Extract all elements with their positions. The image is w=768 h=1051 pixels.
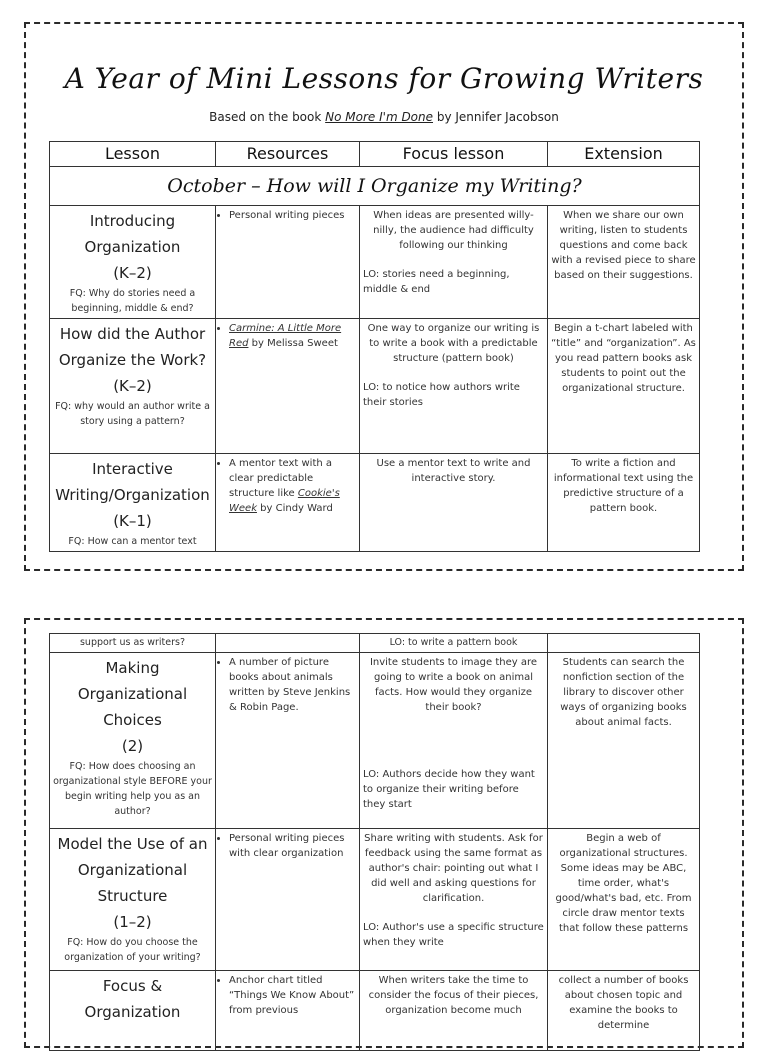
learning-objective: LO: to notice how authors write their stories — [363, 382, 520, 408]
resource-item: • Personal writing pieces with clear organization — [229, 831, 356, 861]
lesson-name: Focus & Organization — [84, 977, 181, 1021]
lesson-table-page-2 — [49, 633, 700, 1051]
lesson-cell — [50, 829, 216, 971]
learning-objective: LO: Author's use a specific structure when they write — [363, 922, 544, 948]
document-subtitle — [26, 110, 742, 124]
table-row — [50, 319, 700, 454]
focus-cell — [360, 206, 548, 319]
lesson-name: Model the Use of an Organizational Structure — [57, 835, 208, 905]
resources-cell — [216, 454, 360, 552]
resource-item: • A number of picture books about animals written by Steve Jenkins & Robin Page. — [229, 655, 356, 715]
focus-cell — [360, 454, 548, 552]
lesson-cell — [50, 971, 216, 1051]
resources-cell — [216, 653, 360, 829]
lesson-grade: (K–2) — [113, 377, 152, 395]
subtitle-book-title: No More I'm Done — [325, 110, 434, 124]
focus-cell — [360, 319, 548, 454]
lesson-name: Introducing Organization — [84, 212, 181, 256]
focus-question: FQ: why would an author write a story using a pattern? — [55, 401, 210, 427]
lesson-grade: (K–1) — [113, 512, 152, 530]
focus-question: FQ: Why do stories need a beginning, middle & end? — [69, 288, 196, 314]
table-row — [50, 206, 700, 319]
lesson-cell — [50, 653, 216, 829]
continued-lesson: support us as writers? — [50, 634, 216, 653]
subtitle-prefix: Based on the book — [209, 110, 326, 124]
extension-cell: Students can search the nonfiction section of the library to discover other ways of organizing books about animal facts. — [548, 653, 700, 829]
extension-cell: Begin a web of organizational structures. Some ideas may be ABC, time order, what's good/what's bad, etc. From circle draw mentor texts that follow these patterns — [548, 829, 700, 971]
document-page-2 — [24, 618, 744, 1048]
table-row — [50, 971, 700, 1051]
header-extension: Extension — [548, 142, 700, 167]
header-resources: Resources — [216, 142, 360, 167]
resource-book-title: Cookie's Week — [229, 488, 340, 514]
focus-question: FQ: How do you choose the organization of your writing? — [64, 937, 201, 963]
focus-text: Invite students to image they are going to write a book on animal facts. How would they organize their book? — [369, 657, 538, 713]
continued-extension — [548, 634, 700, 653]
lesson-name: Making Organizational Choices — [77, 659, 188, 729]
continued-row — [50, 634, 700, 653]
lesson-cell — [50, 319, 216, 454]
focus-cell — [360, 653, 548, 829]
resource-text: A mentor text with a clear predictable structure like — [229, 458, 333, 499]
focus-cell — [360, 971, 548, 1051]
header-lesson: Lesson — [50, 142, 216, 167]
resource-item: • Anchor chart titled “Things We Know About” from previous — [229, 973, 356, 1018]
extension-cell: Begin a t-chart labeled with “title” and “organization”. As you read pattern books ask students to point out the organizational structure. — [548, 319, 700, 454]
month-banner-row — [50, 167, 700, 206]
lesson-name: Interactive Writing/Organization — [55, 460, 210, 504]
focus-cell — [360, 829, 548, 971]
resource-text: by Melissa Sweet — [248, 338, 338, 349]
subtitle-suffix: by Jennifer Jacobson — [433, 110, 559, 124]
table-header-row — [50, 142, 700, 167]
table-row — [50, 653, 700, 829]
resource-book-title: Carmine: A Little More Red — [229, 323, 342, 349]
lesson-cell — [50, 206, 216, 319]
document-title: A Year of Mini Lessons for Growing Writers — [64, 62, 704, 95]
continued-focus: LO: to write a pattern book — [360, 634, 548, 653]
resource-text: Personal writing pieces — [229, 210, 345, 221]
learning-objective: LO: Authors decide how they want to organize their writing before they start — [363, 769, 535, 810]
focus-text: Use a mentor text to write and interactive story. — [376, 458, 531, 484]
learning-objective: LO: stories need a beginning, middle & end — [363, 269, 510, 295]
focus-question: FQ: How can a mentor text — [68, 536, 197, 547]
focus-text: When writers take the time to consider the focus of their pieces, organization become much — [368, 975, 539, 1016]
lesson-grade: (1–2) — [113, 913, 152, 931]
lesson-grade: (2) — [121, 737, 144, 755]
resource-item — [229, 208, 356, 223]
extension-cell: collect a number of books about chosen topic and examine the books to determine — [548, 971, 700, 1051]
header-focus-lesson: Focus lesson — [360, 142, 548, 167]
resources-cell — [216, 206, 360, 319]
continued-resources — [216, 634, 360, 653]
resources-cell — [216, 829, 360, 971]
lesson-table-page-1 — [49, 141, 700, 552]
extension-cell: To write a fiction and informational text using the predictive structure of a pattern book. — [548, 454, 700, 552]
resources-cell — [216, 971, 360, 1051]
table-row — [50, 829, 700, 971]
resources-cell — [216, 319, 360, 454]
resource-text-suffix: by Cindy Ward — [256, 503, 333, 514]
focus-text: Share writing with students. Ask for feedback using the same format as author's chair: pointing out what I did well and asking questions for clarification. — [364, 833, 543, 904]
month-banner: October – How will I Organize my Writing? — [50, 167, 700, 206]
focus-question: FQ: How does choosing an organizational style BEFORE your begin writing help you as an author? — [53, 761, 212, 817]
resource-item — [229, 321, 356, 351]
document-page-1 — [24, 22, 744, 571]
table-row — [50, 454, 700, 552]
lesson-grade: (K–2) — [113, 264, 152, 282]
focus-text: When ideas are presented willy-nilly, the audience had difficulty following our thinking — [373, 210, 534, 251]
lesson-name: How did the Author Organize the Work? — [58, 325, 207, 369]
resource-item — [229, 456, 356, 516]
lesson-cell — [50, 454, 216, 552]
extension-cell: When we share our own writing, listen to students questions and come back with a revised piece to share based on their suggestions. — [548, 206, 700, 319]
focus-text: One way to organize our writing is to write a book with a predictable structure (pattern book) — [367, 323, 540, 364]
